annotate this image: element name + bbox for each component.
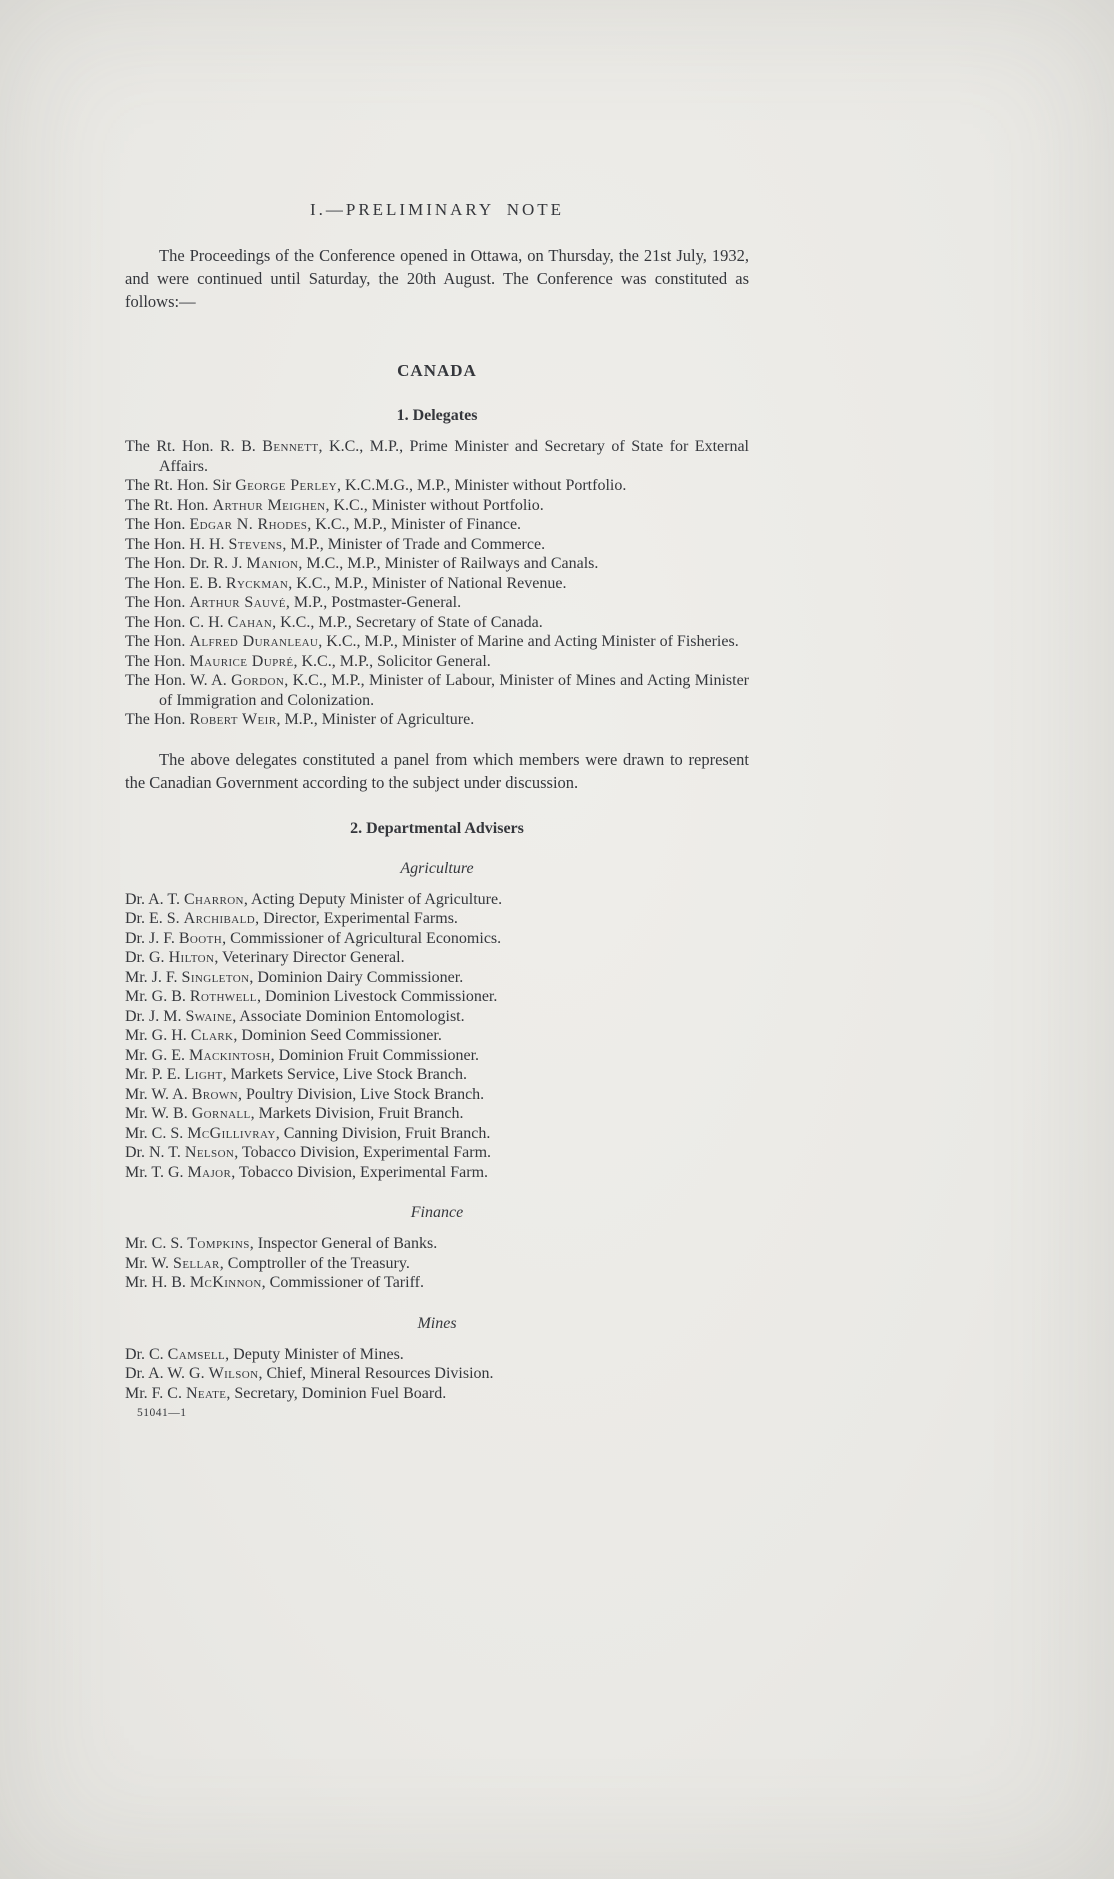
entry-role: , Comptroller of the Treasury.: [219, 1254, 410, 1272]
entry-prefix: Mr. C. S.: [125, 1124, 188, 1142]
entry-role: , Secretary, Dominion Fuel Board.: [226, 1384, 447, 1402]
panel-note: The above delegates constituted a panel from which members were drawn to represent the Canadian Government according to the subject under discussion.: [125, 749, 749, 792]
delegate-entry: [125, 613, 749, 633]
entry-role: , M.P., Minister of Agriculture.: [276, 711, 475, 728]
adviser-entry: [125, 1364, 749, 1384]
entry-name: Booth: [178, 929, 223, 947]
entry-name: Stevens: [228, 535, 283, 553]
entry-role: , Chief, Mineral Resources Division.: [258, 1365, 494, 1382]
entry-role: , K.C., M.P., Minister of Labour, Minister of Mines and Acting Minister of Immigration and Colonization.: [159, 672, 750, 709]
delegate-entry: [125, 574, 749, 594]
adviser-entry: [125, 1124, 749, 1144]
page-title: I.—PRELIMINARY NOTE: [309, 200, 565, 219]
entry-prefix: Mr. F. C.: [125, 1384, 186, 1402]
entry-role: , Inspector General of Banks.: [249, 1235, 438, 1252]
entry-name: Gornall: [191, 1105, 251, 1122]
adviser-entry: [125, 1273, 749, 1293]
entry-role: , Director, Experimental Farms.: [255, 910, 458, 927]
entry-role: , Veterinary Director General.: [214, 949, 405, 966]
entry-name: Swaine: [185, 1007, 233, 1025]
entry-name: Arthur Sauvé: [189, 594, 286, 611]
entry-name: Robert Weir: [189, 711, 277, 728]
entry-name: Bennett: [262, 438, 319, 455]
entry-prefix: Dr. E. S.: [125, 910, 184, 927]
adviser-entry: [125, 1026, 749, 1046]
adviser-entry: [125, 1234, 749, 1254]
entry-name: McGillivray: [187, 1124, 276, 1142]
entry-name: Manion: [246, 555, 299, 572]
adviser-entry: [125, 1345, 749, 1365]
entry-role: , Tobacco Division, Experimental Farm.: [231, 1163, 489, 1181]
entry-prefix: The Hon. Dr. R. J.: [125, 555, 247, 572]
entry-prefix: The Hon.: [125, 594, 190, 611]
advisers-heading: 2. Departmental Advisers: [350, 819, 524, 837]
entry-prefix: Dr. A. W. G.: [125, 1365, 209, 1382]
entry-prefix: The Hon. C. H.: [125, 613, 228, 631]
entry-prefix: Dr. N. T.: [125, 1144, 185, 1161]
entry-name: Neate: [185, 1384, 227, 1402]
adviser-entry: [125, 890, 749, 910]
entry-role: , Markets Division, Fruit Branch.: [250, 1105, 464, 1122]
entry-role: , Dominion Livestock Commissioner.: [256, 988, 498, 1005]
finance-advisers-list: [125, 1234, 749, 1293]
entry-role: , K.C., Minister without Portfolio.: [325, 496, 544, 514]
entry-role: , Poultry Division, Live Stock Branch.: [237, 1085, 485, 1103]
entry-prefix: Dr. A. T.: [125, 890, 184, 908]
entry-name: Ryckman: [225, 574, 289, 592]
delegate-entry: [125, 515, 749, 535]
entry-name: Nelson: [184, 1144, 235, 1161]
entry-role: , K.C., M.P., Minister of Finance.: [307, 516, 522, 533]
entry-role: , Deputy Minister of Mines.: [225, 1345, 404, 1363]
entry-role: , M.P., Postmaster-General.: [285, 594, 462, 611]
entry-role: , K.C., M.P., Solicitor General.: [293, 652, 491, 670]
agriculture-advisers-list: [125, 890, 749, 1183]
entry-prefix: The Hon.: [125, 633, 190, 650]
entry-role: , Dominion Fruit Commissioner.: [270, 1046, 480, 1064]
entry-prefix: Mr. G. H.: [125, 1027, 191, 1044]
delegate-entry: [125, 593, 749, 613]
entry-name: Rothwell: [189, 988, 257, 1005]
entry-role: , Markets Service, Live Stock Branch.: [222, 1066, 467, 1083]
entry-prefix: The Hon. E. B.: [125, 574, 226, 592]
adviser-entry: [125, 1046, 749, 1066]
adviser-entry: [125, 1104, 749, 1124]
entry-role: , Commissioner of Agricultural Economics.: [222, 929, 502, 947]
entry-role: , K.C.M.G., M.P., Minister without Portfolio.: [336, 477, 627, 494]
entry-role: , M.P., Minister of Trade and Commerce.: [282, 535, 546, 553]
adviser-entry: [125, 948, 749, 968]
delegates-list: [125, 437, 749, 730]
entry-name: Charron: [183, 890, 244, 908]
entry-name: Light: [184, 1066, 223, 1083]
entry-role: , Tobacco Division, Experimental Farm.: [234, 1144, 492, 1161]
entry-role: , M.C., M.P., Minister of Railways and Canals.: [298, 555, 599, 572]
entry-name: Brown: [191, 1085, 238, 1103]
adviser-entry: [125, 1254, 749, 1274]
entry-name: Mackintosh: [189, 1046, 271, 1064]
entry-prefix: The Hon. H. H.: [125, 535, 229, 553]
entry-prefix: Dr. J. M.: [125, 1007, 186, 1025]
entry-prefix: The Rt. Hon. Sir: [125, 477, 236, 494]
entry-role: , Acting Deputy Minister of Agriculture.: [243, 890, 503, 908]
entry-name: Gordon: [231, 672, 285, 689]
entry-role: , Commissioner of Tariff.: [261, 1274, 424, 1291]
delegate-entry: [125, 476, 749, 496]
adviser-entry: [125, 1384, 749, 1404]
entry-prefix: The Hon.: [125, 516, 190, 533]
adviser-entry: [125, 1007, 749, 1027]
entry-prefix: The Hon. W. A.: [125, 672, 232, 689]
entry-prefix: Mr. G. E.: [125, 1046, 189, 1064]
country-heading: CANADA: [397, 361, 477, 380]
adviser-entry: [125, 1065, 749, 1085]
adviser-entry: [125, 909, 749, 929]
entry-prefix: Mr. G. B.: [125, 988, 190, 1005]
adviser-entry: [125, 929, 749, 949]
entry-role: , K.C., M.P., Secretary of State of Canada.: [272, 613, 543, 631]
delegates-heading: 1. Delegates: [396, 407, 478, 424]
entry-prefix: Dr. J. F.: [125, 929, 179, 947]
delegate-entry: [125, 535, 749, 555]
print-order-number: 51041—1: [137, 1407, 187, 1419]
adviser-entry: [125, 1085, 749, 1105]
delegate-entry: [125, 710, 749, 730]
entry-prefix: The Hon.: [125, 652, 190, 670]
entry-prefix: Mr. W.: [125, 1254, 174, 1272]
delegate-entry: [125, 632, 749, 652]
entry-role: , K.C., M.P., Minister of Marine and Acting Minister of Fisheries.: [318, 633, 739, 650]
entry-prefix: Mr. T. G.: [125, 1163, 188, 1181]
entry-name: Tompkins: [187, 1235, 250, 1252]
entry-name: Clark: [190, 1027, 234, 1044]
entry-name: Arthur Meighen: [212, 496, 326, 514]
entry-prefix: Mr. W. B.: [125, 1105, 192, 1122]
entry-name: Edgar N. Rhodes: [189, 516, 308, 533]
entry-name: Hilton: [168, 949, 215, 966]
entry-name: Camsell: [167, 1345, 226, 1363]
adviser-entry: [125, 1143, 749, 1163]
delegate-entry: [125, 554, 749, 574]
entry-name: Archibald: [183, 910, 256, 927]
entry-name: Cahan: [227, 613, 273, 631]
entry-prefix: Mr. P. E.: [125, 1066, 185, 1083]
entry-name: McKinnon: [189, 1274, 262, 1291]
entry-prefix: The Rt. Hon. R. B.: [125, 438, 263, 455]
entry-role: , Canning Division, Fruit Branch.: [275, 1124, 491, 1142]
mines-advisers-list: [125, 1345, 749, 1404]
delegate-entry: [125, 652, 749, 672]
entry-name: Wilson: [208, 1365, 259, 1382]
page-content: [125, 0, 749, 1419]
entry-prefix: Dr. C.: [125, 1345, 168, 1363]
entry-role: , K.C., M.P., Minister of National Revenue.: [288, 574, 567, 592]
entry-name: Sellar: [173, 1254, 220, 1272]
adviser-entry: [125, 1163, 749, 1183]
entry-prefix: Mr. W. A.: [125, 1085, 192, 1103]
group-title-mines: Mines: [417, 1314, 457, 1332]
entry-name: Singleton: [181, 968, 250, 986]
entry-prefix: The Rt. Hon.: [125, 496, 213, 514]
entry-role: , Associate Dominion Entomologist.: [232, 1007, 465, 1025]
entry-prefix: Mr. H. B.: [125, 1274, 190, 1291]
delegate-entry: [125, 437, 749, 476]
entry-prefix: Mr. C. S.: [125, 1235, 188, 1252]
entry-prefix: Dr. G.: [125, 949, 169, 966]
entry-role: , K.C., M.P., Prime Minister and Secretary of State for External Affairs.: [159, 438, 749, 475]
intro-paragraph: The Proceedings of the Conference opened in Ottawa, on Thursday, the 21st July, 1932, and were continued until Saturday, the 20th August. The Conference was constituted as follows:—: [125, 246, 749, 311]
entry-name: Maurice Dupré: [189, 652, 294, 670]
entry-name: George Perley: [235, 477, 337, 494]
entry-name: Alfred Duranleau: [189, 633, 319, 650]
delegate-entry: [125, 496, 749, 516]
entry-prefix: The Hon.: [125, 711, 190, 728]
group-title-finance: Finance: [410, 1204, 464, 1221]
adviser-entry: [125, 987, 749, 1007]
group-title-agriculture: Agriculture: [400, 859, 474, 877]
entry-role: , Dominion Dairy Commissioner.: [249, 968, 464, 986]
entry-role: , Dominion Seed Commissioner.: [233, 1027, 442, 1044]
delegate-entry: [125, 671, 749, 710]
entry-prefix: Mr. J. F.: [125, 968, 182, 986]
entry-name: Major: [187, 1163, 232, 1181]
adviser-entry: [125, 968, 749, 988]
